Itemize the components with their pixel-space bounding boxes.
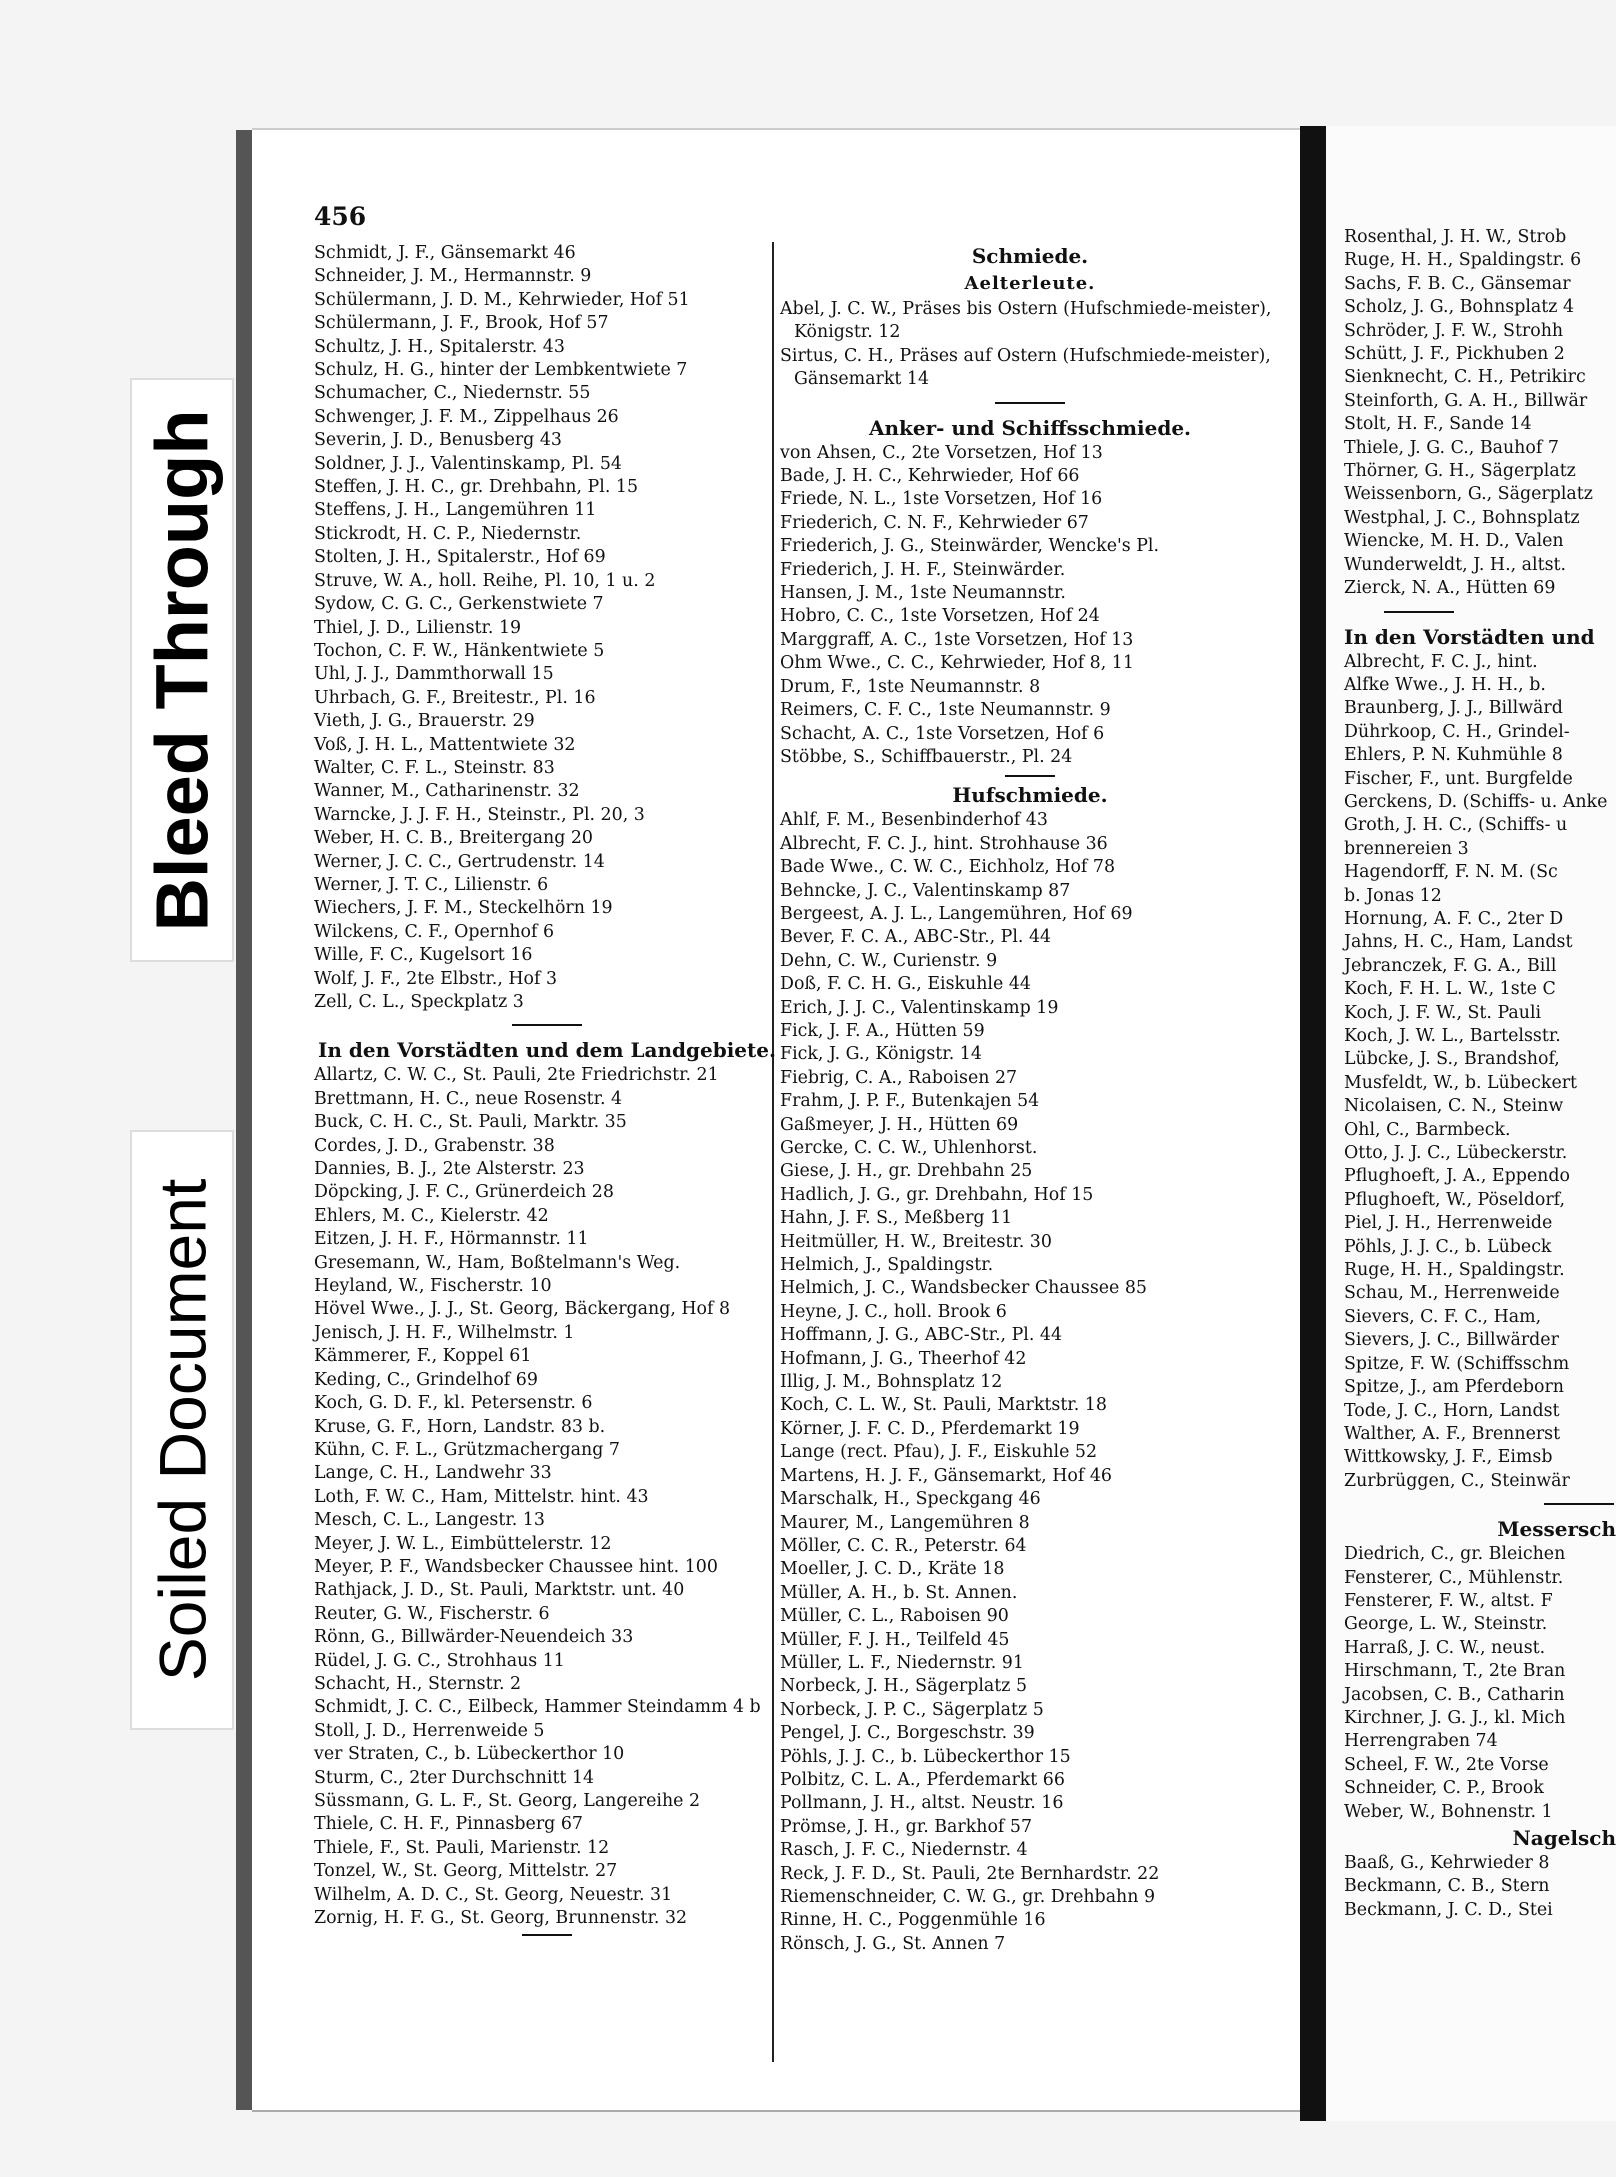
list-item: Voß, J. H. L., Mattentwiete 32 (314, 734, 576, 755)
list-item: Zierck, N. A., Hütten 69 (1344, 578, 1556, 599)
heading-vorstaedte: In den Vorstädten und dem Landgebiete. (318, 1038, 776, 1063)
list-item: Schneider, C. P., Brook (1344, 1778, 1544, 1799)
list-item: Hahn, J. F. S., Meßberg 11 (780, 1208, 1013, 1229)
list-item: Meyer, P. F., Wandsbecker Chaussee hint. 100 (314, 1556, 718, 1577)
list-item: Uhrbach, G. F., Breitestr., Pl. 16 (314, 687, 596, 708)
list-item: Allartz, C. W. C., St. Pauli, 2te Friedrichstr. 21 (314, 1065, 719, 1086)
list-item: Weissenborn, G., Sägerplatz (1344, 484, 1593, 505)
list-item: Fensterer, F. W., altst. F (1344, 1590, 1553, 1611)
list-item: Abel, J. C. W., Präses bis Ostern (Hufschmiede-meister), Königstr. 12 (780, 299, 1272, 343)
heading-aelterleute: Aelterleute. (964, 273, 1096, 294)
list-item: Ehlers, P. N. Kuhmühle 8 (1344, 745, 1563, 766)
section-rule (1005, 775, 1055, 777)
list-item: Möller, C. C. R., Peterstr. 64 (780, 1535, 1027, 1556)
list-item: Harraß, J. C. W., neust. (1344, 1637, 1546, 1658)
list-item: Herrengraben 74 (1344, 1731, 1498, 1752)
heading-hufschmiede: Hufschmiede. (952, 783, 1108, 808)
right-heading-nagelschmiede: Nagelsch (1512, 1826, 1616, 1850)
list-item: Fiebrig, C. A., Raboisen 27 (780, 1067, 1018, 1088)
list-item: Schultz, J. H., Spitalerstr. 43 (314, 336, 565, 357)
list-item: Hobro, C. C., 1ste Vorsetzen, Hof 24 (780, 606, 1100, 627)
list-item: Pflughoeft, W., Pöseldorf, (1344, 1189, 1565, 1210)
list-item: Sienknecht, C. H., Petrikirc (1344, 367, 1586, 388)
list-item: Stöbbe, S., Schiffbauerstr., Pl. 24 (780, 746, 1073, 767)
list-item: Doß, F. C. H. G., Eiskuhle 44 (780, 974, 1031, 995)
list-item: Pöhls, J. J. C., b. Lübeckerthor 15 (780, 1746, 1071, 1767)
list-item: Scheel, F. W., 2te Vorse (1344, 1754, 1549, 1775)
list-item: Bever, F. C. A., ABC-Str., Pl. 44 (780, 927, 1052, 948)
list-item: Rosenthal, J. H. W., Strob (1344, 227, 1567, 247)
list-item: Reck, J. F. D., St. Pauli, 2te Bernhardstr. 22 (780, 1863, 1160, 1884)
list-item: Hofmann, J. G., Theerhof 42 (780, 1348, 1027, 1369)
list-item: Reimers, C. F. C., 1ste Neumannstr. 9 (780, 700, 1111, 721)
list-item: Uhl, J. J., Dammthorwall 15 (314, 664, 554, 685)
list-item: Kruse, G. F., Horn, Landstr. 83 b. (314, 1416, 606, 1437)
list-item: Hirschmann, T., 2te Bran (1344, 1661, 1566, 1682)
list-item: Musfeldt, W., b. Lübeckert (1344, 1072, 1578, 1093)
list-item: Tochon, C. F. W., Hänkentwiete 5 (314, 640, 605, 661)
list-item: Dehn, C. W., Curienstr. 9 (780, 950, 998, 971)
list-item: Hornung, A. F. C., 2ter D (1344, 908, 1564, 929)
list-item: Helmich, J., Spaldingstr. (780, 1255, 994, 1276)
list-item: Nicolaisen, C. N., Steinw (1344, 1096, 1564, 1117)
list-item: Jenisch, J. H. F., Wilhelmstr. 1 (314, 1322, 575, 1343)
list-item: Baaß, G., Kehrwieder 8 (1344, 1853, 1550, 1873)
list-item: Müller, F. J. H., Teilfeld 45 (780, 1629, 1010, 1650)
anker-entries (780, 442, 1280, 770)
list-item: ver Straten, C., b. Lübeckerthor 10 (314, 1744, 625, 1765)
list-item: Schau, M., Herrenweide (1344, 1283, 1560, 1304)
list-item: Beckmann, J. C. D., Stei (1344, 1899, 1553, 1920)
list-item: Werner, J. C. C., Gertrudenstr. 14 (314, 851, 605, 872)
list-item: Döpcking, J. F. C., Grünerdeich 28 (314, 1182, 614, 1203)
list-item: Bade, J. H. C., Kehrwieder, Hof 66 (780, 466, 1080, 487)
list-item: Keding, C., Grindelhof 69 (314, 1369, 538, 1390)
list-item: brennereien 3 (1344, 838, 1469, 859)
list-item: Sievers, J. C., Billwärder (1344, 1330, 1559, 1351)
list-item: Sturm, C., 2ter Durchschnitt 14 (314, 1767, 595, 1788)
list-item: Hagendorff, F. N. M. (Sc (1344, 862, 1558, 883)
list-item: Norbeck, J. H., Sägerplatz 5 (780, 1676, 1028, 1697)
aelterleute-entries (780, 298, 1280, 392)
list-item: Rinne, H. C., Poggenmühle 16 (780, 1910, 1046, 1931)
list-item: Heyland, W., Fischerstr. 10 (314, 1276, 552, 1297)
list-item: Koch, C. L. W., St. Pauli, Marktstr. 18 (780, 1395, 1107, 1416)
section-rule (1384, 611, 1454, 613)
list-item: Stickrodt, H. C. P., Niedernstr. (314, 523, 582, 544)
list-item: Hadlich, J. G., gr. Drehbahn, Hof 15 (780, 1184, 1094, 1205)
list-item: Hövel Wwe., J. J., St. Georg, Bäckergang, Hof 8 (314, 1299, 731, 1320)
section-rule (995, 402, 1065, 404)
list-item: Beckmann, C. B., Stern (1344, 1876, 1550, 1897)
left-column (314, 242, 780, 1946)
list-item: Otto, J. J. C., Lübeckerstr. (1344, 1143, 1568, 1164)
list-item: Schacht, A. C., 1ste Vorsetzen, Hof 6 (780, 723, 1105, 744)
list-item: Heitmüller, H. W., Breitestr. 30 (780, 1231, 1052, 1252)
list-item: Ruge, H. H., Spaldingstr. 6 (1344, 250, 1582, 271)
list-item: von Ahsen, C., 2te Vorsetzen, Hof 13 (780, 442, 1103, 463)
list-item: Gerckens, D. (Schiffs- u. Anke (1344, 791, 1608, 812)
list-item: Kämmerer, F., Koppel 61 (314, 1346, 532, 1367)
list-item: Wille, F. C., Kugelsort 16 (314, 945, 533, 966)
list-item: Stoll, J. D., Herrenweide 5 (314, 1720, 545, 1741)
list-item: Koch, J. W. L., Bartelsstr. (1344, 1026, 1561, 1046)
right-entries-top (1344, 226, 1616, 601)
right-entries-vorstaedte (1344, 651, 1616, 1494)
list-item: Schmidt, J. C. C., Eilbeck, Hammer Steindamm 4 b (314, 1697, 761, 1718)
list-item: Sievers, C. F. C., Ham, (1344, 1306, 1542, 1327)
list-item: Rathjack, J. D., St. Pauli, Marktstr. unt. 40 (314, 1580, 685, 1601)
list-item: Pengel, J. C., Borgeschstr. 39 (780, 1723, 1035, 1744)
list-item: Schumacher, C., Niedernstr. 55 (314, 383, 591, 404)
list-item: Martens, H. J. F., Gänsemarkt, Hof 46 (780, 1465, 1112, 1486)
list-item: Koch, F. H. L. W., 1ste C (1344, 979, 1556, 1000)
right-heading-vorstaedte: In den Vorstädten und (1344, 624, 1595, 649)
list-item: Thörner, G. H., Sägerplatz (1344, 461, 1576, 482)
list-item: Sirtus, C. H., Präses auf Ostern (Hufschmiede-meister), Gänsemarkt 14 (780, 345, 1271, 390)
list-item: Wiechers, J. F. M., Steckelhörn 19 (314, 898, 613, 919)
list-item: Struve, W. A., holl. Reihe, Pl. 10, 1 u. 2 (314, 570, 656, 591)
page-number: 456 (314, 202, 367, 231)
list-item: Rasch, J. F. C., Niedernstr. 4 (780, 1840, 1028, 1861)
list-item: Severin, J. D., Benusberg 43 (314, 430, 562, 451)
list-item: Zornig, H. F. G., St. Georg, Brunnenstr. 32 (314, 1908, 688, 1929)
section-rule (512, 1024, 582, 1026)
list-item: Bergeest, A. J. L., Langemühren, Hof 69 (780, 903, 1133, 924)
list-item: Riemenschneider, C. W. G., gr. Drehbahn 9 (780, 1887, 1156, 1907)
list-item: Walter, C. F. L., Steinstr. 83 (314, 757, 555, 778)
bleed-through-label (130, 378, 234, 962)
list-item: Fensterer, C., Mühlenstr. (1344, 1567, 1564, 1588)
list-item: Meyer, J. W. L., Eimbüttelerstr. 12 (314, 1533, 612, 1554)
list-item: Zell, C. L., Speckplatz 3 (314, 992, 524, 1012)
list-item: Rönn, G., Billwärder-Neuendeich 33 (314, 1627, 634, 1648)
list-item: Ehlers, M. C., Kielerstr. 42 (314, 1205, 549, 1226)
list-item: Fischer, F., unt. Burgfelde (1344, 768, 1573, 789)
list-item: Schneider, J. M., Hermannstr. 9 (314, 266, 592, 287)
list-item: Vieth, J. G., Brauerstr. 29 (314, 711, 535, 732)
list-item: Ruge, H. H., Spaldingstr. (1344, 1260, 1565, 1281)
list-item: Thiele, C. H. F., Pinnasberg 67 (314, 1814, 583, 1835)
list-item: Stolt, H. F., Sande 14 (1344, 414, 1532, 435)
left-entries-vorstaedte (314, 1064, 780, 1930)
list-item: Schröder, J. F. W., Strohh (1344, 320, 1564, 341)
list-item: Schülermann, J. F., Brook, Hof 57 (314, 313, 609, 334)
list-item: Behncke, J. C., Valentinskamp 87 (780, 880, 1071, 901)
soiled-document-label-text: Soiled Document (145, 1178, 220, 1682)
list-item: Bade Wwe., C. W. C., Eichholz, Hof 78 (780, 857, 1116, 878)
heading-schmiede: Schmiede. (971, 244, 1089, 268)
list-item: Buck, C. H. C., St. Pauli, Marktr. 35 (314, 1112, 627, 1133)
list-item: Giese, J. H., gr. Drehbahn 25 (780, 1161, 1033, 1182)
list-item: Müller, A. H., b. St. Annen. (780, 1582, 1018, 1603)
list-item: Lange, C. H., Landwehr 33 (314, 1463, 552, 1484)
list-item: Schülermann, J. D. M., Kehrwieder, Hof 51 (314, 289, 690, 310)
list-item: Wittkowsky, J. F., Eimsb (1344, 1447, 1553, 1468)
scanned-page-right (1326, 126, 1616, 2121)
soiled-document-label (130, 1130, 234, 1730)
list-item: Tonzel, W., St. Georg, Mittelstr. 27 (314, 1861, 618, 1882)
left-entries-top (314, 242, 780, 1014)
list-item: Pollmann, J. H., altst. Neustr. 16 (780, 1793, 1064, 1814)
list-item: Wilckens, C. F., Opernhof 6 (314, 921, 555, 942)
list-item: Walther, A. F., Brennerst (1344, 1423, 1561, 1444)
list-item: Steffens, J. H., Langemühren 11 (314, 500, 597, 521)
list-item: Alfke Wwe., J. H. H., b. (1344, 674, 1546, 695)
bleed-through-label-text: Bleed Through (140, 408, 224, 932)
list-item: Albrecht, F. C. J., hint. Strohhause 36 (780, 833, 1108, 854)
list-item: Ahlf, F. M., Besenbinderhof 43 (780, 810, 1048, 831)
list-item: Braunberg, J. J., Billwärd (1344, 698, 1563, 719)
list-item: Tode, J. C., Horn, Landst (1344, 1400, 1560, 1421)
list-item: Gercke, C. C. W., Uhlenhorst. (780, 1138, 1038, 1158)
list-item: Schacht, H., Sternstr. 2 (314, 1673, 522, 1694)
list-item: Kühn, C. F. L., Grützmachergang 7 (314, 1439, 620, 1460)
list-item: Marggraff, A. C., 1ste Vorsetzen, Hof 13 (780, 629, 1134, 650)
list-item: Diedrich, C., gr. Bleichen (1344, 1544, 1566, 1565)
list-item: Wiencke, M. H. D., Valen (1344, 531, 1564, 552)
list-item: Dannies, B. J., 2te Alsterstr. 23 (314, 1159, 585, 1180)
list-item: Eitzen, J. H. F., Hörmannstr. 11 (314, 1229, 589, 1250)
list-item: Gresemann, W., Ham, Boßtelmann's Weg. (314, 1252, 681, 1273)
list-item: Süssmann, G. L. F., St. Georg, Langereihe 2 (314, 1791, 701, 1811)
list-item: Piel, J. H., Herrenweide (1344, 1213, 1553, 1234)
list-item: Fick, J. F. A., Hütten 59 (780, 1020, 985, 1041)
right-entries-messerschmiede (1344, 1543, 1616, 1824)
section-rule (1544, 1503, 1614, 1505)
list-item: Sachs, F. B. C., Gänsemar (1344, 273, 1571, 294)
list-item: Spitze, F. W. (Schiffsschm (1344, 1353, 1570, 1374)
middle-column (780, 242, 1280, 1956)
list-item: Illig, J. M., Bohnsplatz 12 (780, 1372, 1003, 1393)
list-item: Dührkoop, C. H., Grindel- (1344, 721, 1570, 742)
list-item: Friederich, C. N. F., Kehrwieder 67 (780, 512, 1089, 533)
list-item: Cordes, J. D., Grabenstr. 38 (314, 1135, 555, 1156)
list-item: Werner, J. T. C., Lilienstr. 6 (314, 874, 549, 895)
list-item: Prömse, J. H., gr. Barkhof 57 (780, 1816, 1033, 1837)
list-item: Heyne, J. C., holl. Brook 6 (780, 1301, 1007, 1322)
list-item: Ohl, C., Barmbeck. (1344, 1119, 1511, 1140)
list-item: Norbeck, J. P. C., Sägerplatz 5 (780, 1699, 1044, 1720)
list-item: Wolf, J. F., 2te Elbstr., Hof 3 (314, 968, 558, 989)
list-item: Hoffmann, J. G., ABC-Str., Pl. 44 (780, 1325, 1063, 1346)
list-item: Wanner, M., Catharinenstr. 32 (314, 781, 580, 802)
list-item: Reuter, G. W., Fischerstr. 6 (314, 1603, 550, 1624)
list-item: Albrecht, F. C. J., hint. (1344, 651, 1538, 672)
list-item: Wunderweldt, J. H., altst. (1344, 554, 1567, 575)
list-item: Warncke, J. J. F. H., Steinstr., Pl. 20, 3 (314, 804, 645, 825)
list-item: Brettmann, H. C., neue Rosenstr. 4 (314, 1088, 623, 1109)
right-heading-messerschmiede: Messersch (1497, 1517, 1616, 1542)
list-item: Helmich, J. C., Wandsbecker Chaussee 85 (780, 1278, 1148, 1299)
list-item: Polbitz, C. L. A., Pferdemarkt 66 (780, 1769, 1065, 1790)
section-rule-end (522, 1934, 572, 1936)
list-item: Koch, J. F. W., St. Pauli (1344, 1002, 1542, 1023)
heading-anker-schiffsschmiede: Anker- und Schiffsschmiede. (868, 415, 1192, 440)
list-item: Lübcke, J. S., Brandshof, (1344, 1049, 1560, 1070)
list-item: Schütt, J. F., Pickhuben 2 (1344, 344, 1565, 365)
list-item: Fick, J. G., Königstr. 14 (780, 1044, 982, 1065)
list-item: Kirchner, J. G. J., kl. Mich (1344, 1707, 1566, 1728)
list-item: Stolten, J. H., Spitalerstr., Hof 69 (314, 547, 606, 568)
list-item: Friederich, J. G., Steinwärder, Wencke's Pl. (780, 536, 1160, 557)
list-item: Thiele, F., St. Pauli, Marienstr. 12 (314, 1837, 610, 1858)
list-item: Schulz, H. G., hinter der Lembkentwiete 7 (314, 360, 688, 381)
list-item: Pöhls, J. J. C., b. Lübeck (1344, 1236, 1552, 1257)
list-item: Erich, J. J. C., Valentinskamp 19 (780, 997, 1059, 1018)
list-item: Scholz, J. G., Bohnsplatz 4 (1344, 297, 1575, 318)
list-item: Schwenger, J. F. M., Zippelhaus 26 (314, 406, 619, 427)
list-item: Ohm Wwe., C. C., Kehrwieder, Hof 8, 11 (780, 653, 1134, 674)
list-item: Jacobsen, C. B., Catharin (1344, 1684, 1565, 1705)
list-item: Maurer, M., Langemühren 8 (780, 1512, 1030, 1533)
list-item: Körner, J. F. C. D., Pferdemarkt 19 (780, 1418, 1080, 1439)
list-item: Müller, C. L., Raboisen 90 (780, 1606, 1009, 1627)
list-item: Schmidt, J. F., Gänsemarkt 46 (314, 243, 576, 263)
list-item: Pflughoeft, J. A., Eppendo (1344, 1166, 1570, 1187)
list-item: Mesch, C. L., Langestr. 13 (314, 1510, 545, 1531)
list-item: Steffen, J. H. C., gr. Drehbahn, Pl. 15 (314, 477, 639, 498)
list-item: George, L. W., Steinstr. (1344, 1614, 1548, 1635)
list-item: Weber, H. C. B., Breitergang 20 (314, 828, 593, 849)
list-item: Friede, N. L., 1ste Vorsetzen, Hof 16 (780, 489, 1103, 510)
right-entries-nagelschmiede (1344, 1852, 1616, 1922)
list-item: Hansen, J. M., 1ste Neumannstr. (780, 583, 1066, 604)
list-item: Gaßmeyer, J. H., Hütten 69 (780, 1114, 1019, 1135)
list-item: Friederich, J. H. F., Steinwärder. (780, 559, 1066, 580)
list-item: Marschalk, H., Speckgang 46 (780, 1489, 1041, 1510)
book-gutter (1300, 126, 1326, 2121)
list-item: Soldner, J. J., Valentinskamp, Pl. 54 (314, 453, 623, 474)
scanned-page-left (252, 128, 1300, 2112)
list-item: Westphal, J. C., Bohnsplatz (1344, 507, 1580, 528)
list-item: Wilhelm, A. D. C., St. Georg, Neuestr. 31 (314, 1884, 673, 1905)
list-item: Thiele, J. G. C., Bauhof 7 (1344, 437, 1559, 458)
list-item: Weber, W., Bohnenstr. 1 (1344, 1801, 1553, 1822)
list-item: Müller, L. F., Niedernstr. 91 (780, 1652, 1024, 1673)
list-item: Loth, F. W. C., Ham, Mittelstr. hint. 43 (314, 1486, 649, 1507)
hufschmiede-entries (780, 809, 1280, 1956)
right-column (1344, 226, 1616, 1922)
list-item: Frahm, J. P. F., Butenkajen 54 (780, 1091, 1040, 1112)
list-item: Jebranczek, F. G. A., Bill (1344, 955, 1557, 976)
list-item: Drum, F., 1ste Neumannstr. 8 (780, 676, 1041, 697)
list-item: Moeller, J. C. D., Kräte 18 (780, 1559, 1005, 1580)
list-item: Zurbrüggen, C., Steinwär (1344, 1470, 1570, 1491)
list-item: Spitze, J., am Pferdeborn (1344, 1377, 1564, 1398)
list-item: Steinforth, G. A. H., Billwär (1344, 390, 1588, 411)
list-item: Koch, G. D. F., kl. Petersenstr. 6 (314, 1393, 593, 1414)
list-item: Rönsch, J. G., St. Annen 7 (780, 1933, 1006, 1954)
list-item: b. Jonas 12 (1344, 885, 1442, 906)
list-item: Rüdel, J. G. C., Strohhaus 11 (314, 1650, 565, 1671)
list-item: Sydow, C. G. C., Gerkenstwiete 7 (314, 594, 604, 615)
list-item: Lange (rect. Pfau), J. F., Eiskuhle 52 (780, 1442, 1098, 1463)
list-item: Thiel, J. D., Lilienstr. 19 (314, 617, 522, 638)
list-item: Jahns, H. C., Ham, Landst (1344, 932, 1573, 953)
list-item: Groth, J. H. C., (Schiffs- u (1344, 815, 1568, 836)
